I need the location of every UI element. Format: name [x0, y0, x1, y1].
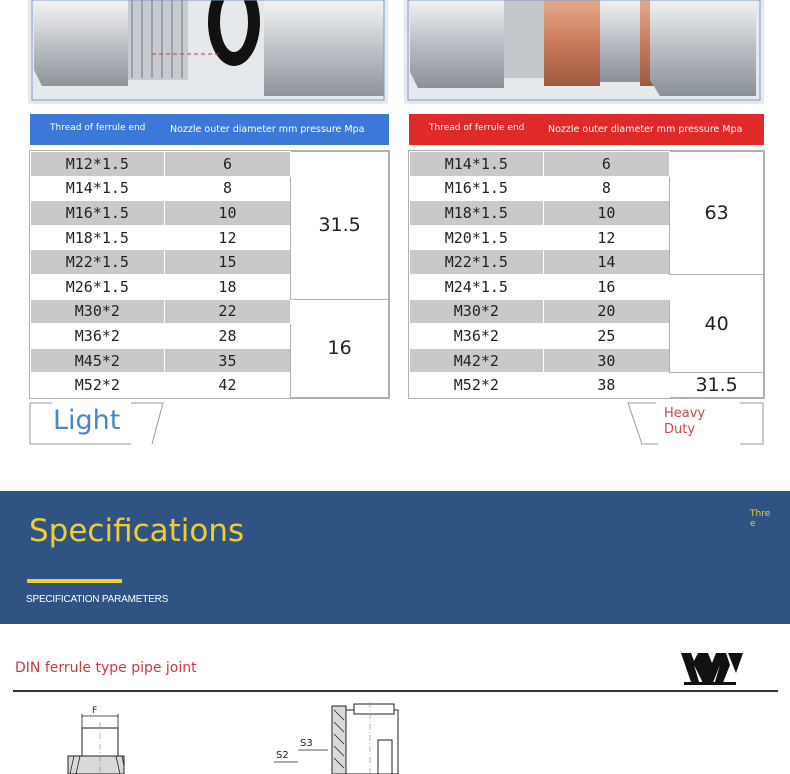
banner-title: Specifications	[29, 513, 245, 549]
heavy-table-header	[409, 114, 764, 145]
thread-cell: M30*2	[31, 299, 165, 324]
diameter-cell: 14	[543, 250, 670, 275]
heavy-header-thread: Thread of ferrule end	[429, 123, 525, 133]
thread-cell: M36*2	[410, 324, 544, 349]
thread-cell: M52*2	[410, 373, 544, 398]
heavy-header-diameter: Nozzle outer diameter mm pressure Mpa	[548, 124, 743, 135]
drawing-label-s3: S3	[300, 738, 313, 749]
thread-cell: M42*2	[410, 348, 544, 373]
heavy-label: Heavy Duty	[664, 406, 706, 437]
light-table-header	[30, 114, 389, 145]
wm-logo-icon	[680, 651, 744, 687]
diameter-cell: 10	[543, 201, 670, 226]
table-row	[31, 152, 389, 177]
pressure-cell: 40	[670, 274, 764, 372]
light-header-thread: Thread of ferrule end	[50, 123, 146, 133]
product-photo-light	[28, 0, 388, 104]
din-section-title: DIN ferrule type pipe joint	[15, 660, 197, 676]
thread-cell: M22*1.5	[31, 250, 165, 275]
diameter-cell: 15	[164, 250, 291, 275]
thread-cell: M22*1.5	[410, 250, 544, 275]
diameter-cell: 18	[164, 274, 291, 299]
diameter-cell: 22	[164, 299, 291, 324]
drawing-label-s2: S2	[276, 750, 289, 761]
thread-cell: M14*1.5	[31, 176, 165, 201]
light-header-diameter: Nozzle outer diameter mm pressure Mpa	[170, 124, 365, 135]
diameter-cell: 12	[164, 225, 291, 250]
heavy-spec-table	[409, 151, 764, 398]
thread-cell: M12*1.5	[31, 152, 165, 177]
diameter-cell: 42	[164, 373, 291, 398]
diameter-cell: 30	[543, 348, 670, 373]
thread-cell: M24*1.5	[410, 274, 544, 299]
thread-cell: M14*1.5	[410, 152, 544, 177]
banner-subtitle: SPECIFICATION PARAMETERS	[26, 594, 169, 605]
drawing-label-f: F	[92, 706, 98, 716]
fitting-photo-light-illustration	[28, 0, 388, 104]
thread-cell: M52*2	[31, 373, 165, 398]
diameter-cell: 20	[543, 299, 670, 324]
light-spec-table	[30, 151, 389, 398]
thread-cell: M16*1.5	[410, 176, 544, 201]
diameter-cell: 16	[543, 274, 670, 299]
diameter-cell: 6	[543, 152, 670, 177]
thread-cell: M45*2	[31, 348, 165, 373]
thread-cell: M18*1.5	[31, 225, 165, 250]
pressure-cell: 63	[670, 152, 764, 275]
thread-cell: M18*1.5	[410, 201, 544, 226]
diameter-cell: 35	[164, 348, 291, 373]
thread-cell: M20*1.5	[410, 225, 544, 250]
table-row	[31, 299, 389, 324]
pressure-cell: 31.5	[291, 152, 389, 300]
table-row	[410, 152, 764, 177]
fitting-drawing-1	[60, 700, 140, 774]
table-row	[410, 274, 764, 299]
thread-cell: M36*2	[31, 324, 165, 349]
din-section-rule	[13, 690, 778, 692]
fitting-photo-heavy-illustration	[404, 0, 764, 104]
specifications-banner	[0, 491, 790, 624]
banner-accent-rule	[27, 579, 122, 583]
fitting-drawing-2	[270, 700, 410, 774]
diameter-cell: 8	[543, 176, 670, 201]
thread-cell: M16*1.5	[31, 201, 165, 226]
banner-note: Three	[750, 509, 771, 529]
pressure-cell: 16	[291, 299, 389, 397]
light-label: Light	[53, 405, 121, 436]
diameter-cell: 28	[164, 324, 291, 349]
diameter-cell: 6	[164, 152, 291, 177]
diameter-cell: 38	[543, 373, 670, 398]
diameter-cell: 12	[543, 225, 670, 250]
thread-cell: M30*2	[410, 299, 544, 324]
thread-cell: M26*1.5	[31, 274, 165, 299]
diameter-cell: 25	[543, 324, 670, 349]
diameter-cell: 10	[164, 201, 291, 226]
pressure-cell: 31.5	[670, 373, 764, 398]
table-row	[410, 373, 764, 398]
diameter-cell: 8	[164, 176, 291, 201]
product-photo-heavy	[404, 0, 764, 104]
